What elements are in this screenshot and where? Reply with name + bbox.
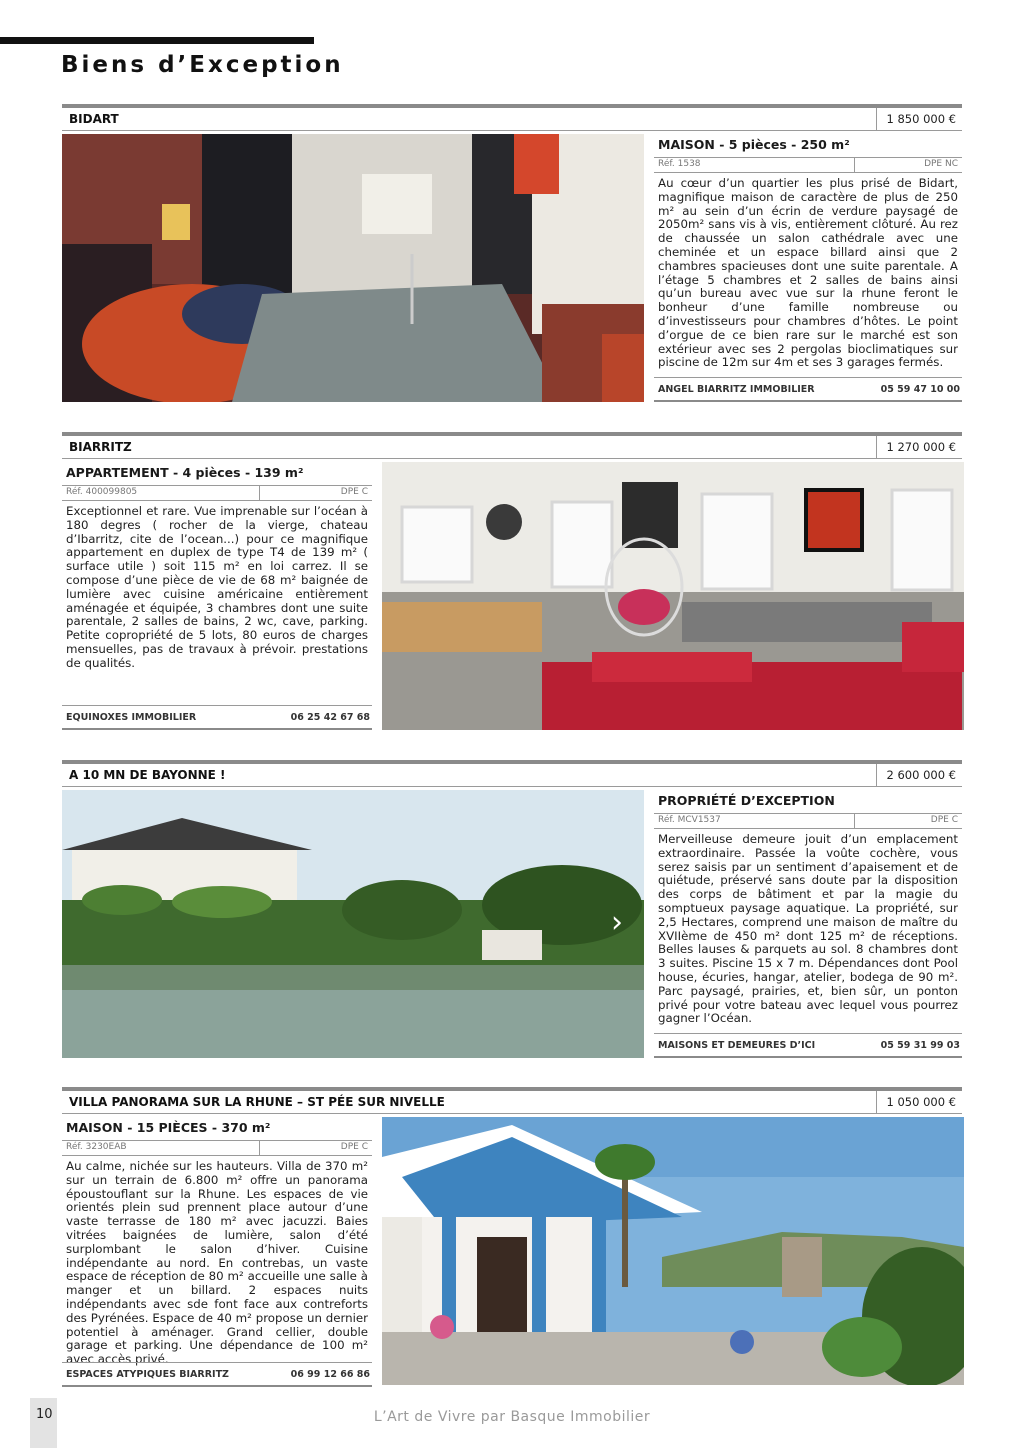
divider <box>259 1141 260 1155</box>
listing-location: BIARRITZ <box>69 440 132 454</box>
listing-price: 1 050 000 € <box>876 1091 962 1113</box>
property-description: Merveilleuse demeure jouit d’un emplacement extraordinaire. Passée la voûte cochère, vous serez saisis par un sentiment d’apaisement et de quiétude, préservé sans doute par la disposition des corps de bâtiment et par la magie du somptueux paysage aquatique. La propriété, sur 2,5 Hectares, comprend une maison de maître du XVIIème de 450 m² dont 125 m² de réceptions. Belles lauses & parquets au sol. 8 chambres dont 3 suites. Piscine 15 x 7 m. Dépendances dont Pool house, écuries, hangar, atelier, bodega de 90 m². Parc paysagé, prairies, et, bien sûr, un ponton privé pour votre bateau avec lequel vous pourrez gagner l’Océan. <box>658 832 958 1026</box>
listing-price: 2 600 000 € <box>876 764 962 786</box>
ref-row <box>654 814 962 829</box>
listing-bayonne <box>62 760 962 1060</box>
listing-header <box>62 432 962 459</box>
agency-name[interactable]: MAISONS ET DEMEURES D’ICI <box>658 1040 816 1051</box>
property-description: Au cœur d’un quartier les plus prisé de Bidart, magnifique maison de caractère de plus de 250 m² au sein d’un écrin de verdure paysagé de 2050m² sans vis à vis, entièrement clôturé. Au rez de chaussée un salon cathédrale avec une cheminée et un espace billard ainsi que 2 chambres spacieuses dont une suite parentale. A l’étage 5 chambres et 2 salles de bains ainsi qu’un bureau avec vue sur la rhune feront le bonheur d’une famille nombreuse ou d’investisseurs pour chambres d’hôtes. Le point d’orgue de ce bien rare sur le marché est son extérieur avec ses 2 pergolas bioclimatiques sur piscine de 12m sur 4m et ses 3 garages fermés. <box>658 176 958 370</box>
villa-photo <box>382 1117 964 1385</box>
agency-footer <box>654 1033 962 1058</box>
reference-number: Réf. MCV1537 <box>658 815 721 825</box>
property-description: Exceptionnel et rare. Vue imprenable sur l’océan à 180 degres ( rocher de la vierge, chateau d’Ibarritz, cite de l’ocean...) pour ce magnifique appartement en duplex de type T4 de 139 m² ( surface utile ) soit 115 m² en loi carrez. Il se compose d’une pièce de vie de 68 m² baignée de lumière avec cuisine américaine entièrement aménagée et équipée, 3 chambres dont une suite parentale, 2 salles de bains, 2 wc, cave, parking. Petite copropriété de 5 lots, 80 euros de charges mensuelles, pas de travaux à prévoir. prestations de qualités. <box>66 504 368 670</box>
agency-phone[interactable]: 05 59 31 99 03 <box>880 1040 960 1051</box>
dpe-rating: DPE C <box>340 1142 368 1152</box>
dpe-rating: DPE C <box>340 487 368 497</box>
top-accent-bar <box>0 37 314 44</box>
divider <box>854 814 855 828</box>
agency-name[interactable]: ANGEL BIARRITZ IMMOBILIER <box>658 384 815 395</box>
listing-photo-villa[interactable] <box>382 1117 964 1385</box>
listing-price: 1 270 000 € <box>876 436 962 458</box>
listing-details-panel <box>654 134 962 402</box>
listing-villa-panorama <box>62 1087 962 1387</box>
agency-footer <box>62 705 372 730</box>
listing-photo-living-room[interactable] <box>62 134 644 402</box>
page-title: Biens d’Exception <box>61 52 344 78</box>
living-room-photo <box>62 134 644 402</box>
listing-location: VILLA PANORAMA SUR LA RHUNE – ST PÉE SUR NIVELLE <box>69 1095 445 1109</box>
listing-bidart <box>62 104 962 404</box>
property-type: APPARTEMENT - 4 pièces - 139 m² <box>62 462 372 486</box>
listing-details-panel <box>62 1117 372 1387</box>
listing-details-panel <box>62 462 372 730</box>
agency-name[interactable]: EQUINOXES IMMOBILIER <box>66 712 197 723</box>
listing-header <box>62 104 962 131</box>
divider <box>259 486 260 500</box>
page-footer: L’Art de Vivre par Basque Immobilier <box>373 1409 651 1425</box>
divider <box>854 158 855 172</box>
ref-row <box>62 486 372 501</box>
listing-header <box>62 1087 962 1114</box>
property-description: Au calme, nichée sur les hauteurs. Villa de 370 m² sur un terrain de 6.800 m² offre un panorama époustouflant sur la Rhune. Les espaces de vie orientés plein sud prennent place autour d’une vaste terrasse de 180 m² avec jacuzzi. Baies vitrées baignées de lumière, salon d’été surplombant le salon d’hiver. Cuisine indépendante au nord. En contrebas, un vaste espace de réception de 80 m² accueille une salle à manger et un billard. 2 espaces nuits indépendants avec sde font face aux contreforts des Pyrénées. Espace de 40 m² propose un dernier potentiel à aménager. Grand cellier, double garage et parking. Une dépendance de 100 m² avec accès privé. <box>66 1159 368 1367</box>
listing-photo-apartment[interactable] <box>382 462 964 730</box>
estate-photo <box>62 790 644 1058</box>
property-type: MAISON - 5 pièces - 250 m² <box>654 134 962 158</box>
agency-phone[interactable]: 06 25 42 67 68 <box>290 712 370 723</box>
agency-phone[interactable]: 05 59 47 10 00 <box>880 384 960 395</box>
ref-row <box>654 158 962 173</box>
listing-details-panel <box>654 790 962 1058</box>
property-type: MAISON - 15 PIÈCES - 370 m² <box>62 1117 372 1141</box>
ref-row <box>62 1141 372 1156</box>
reference-number: Réf. 1538 <box>658 159 701 169</box>
listing-biarritz <box>62 432 962 732</box>
apartment-photo <box>382 462 964 730</box>
listing-location: A 10 MN DE BAYONNE ! <box>69 768 226 782</box>
listing-header <box>62 760 962 787</box>
listing-price: 1 850 000 € <box>876 108 962 130</box>
listing-location: BIDART <box>69 112 119 126</box>
property-type: PROPRIÉTÉ D’EXCEPTION <box>654 790 962 814</box>
agency-name[interactable]: ESPACES ATYPIQUES BIARRITZ <box>66 1369 229 1380</box>
agency-phone[interactable]: 06 99 12 66 86 <box>290 1369 370 1380</box>
chevron-right-icon[interactable]: › <box>611 905 623 940</box>
agency-footer <box>62 1362 372 1387</box>
listing-photo-estate[interactable] <box>62 790 644 1058</box>
agency-footer <box>654 377 962 402</box>
reference-number: Réf. 3230EAB <box>66 1142 127 1152</box>
page-number: 10 <box>36 1407 53 1422</box>
dpe-rating: DPE NC <box>924 159 958 169</box>
reference-number: Réf. 400099805 <box>66 487 138 497</box>
dpe-rating: DPE C <box>930 815 958 825</box>
